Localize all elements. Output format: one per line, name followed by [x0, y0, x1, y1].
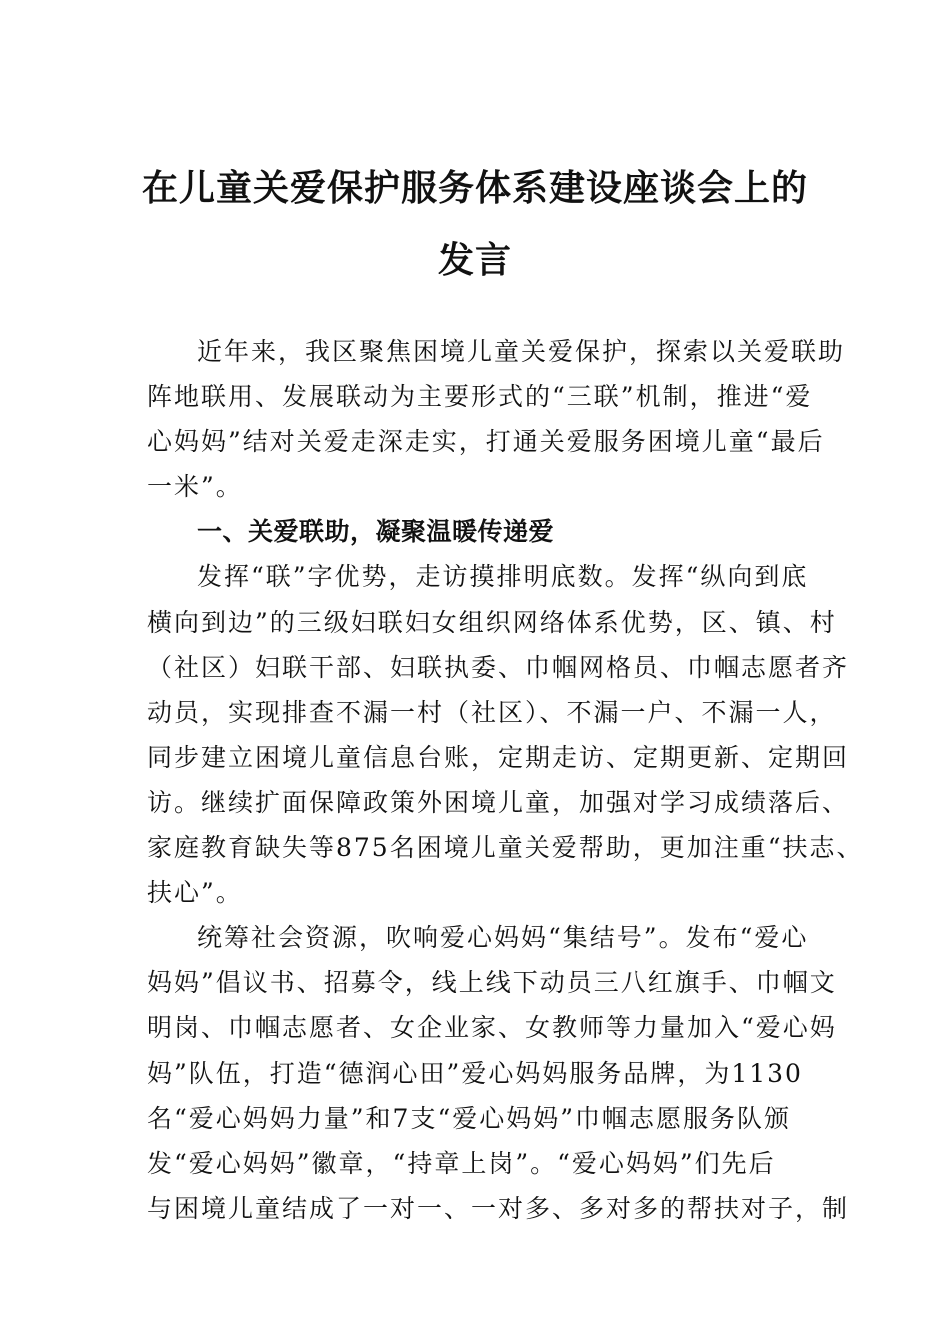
paragraph-line: 扶心”。: [147, 878, 243, 908]
paragraph-line: 一米”。: [147, 472, 243, 502]
paragraph-line: 名“爱心妈妈力量”和7支“爱心妈妈”巾帼志愿服务队颁: [147, 1103, 792, 1133]
paragraph-line: 横向到边”的三级妇联妇女组织网络体系优势，区、镇、村: [147, 607, 837, 637]
document-title-line-2: 发言: [437, 240, 512, 281]
paragraph-line: 心妈妈”结对关爱走深走实，打通关爱服务困境儿童“最后: [147, 427, 825, 457]
paragraph-line: 明岗、巾帼志愿者、女企业家、女教师等力量加入“爱心妈: [147, 1013, 837, 1043]
paragraph-line: 同步建立困境儿童信息台账，定期走访、定期更新、定期回: [147, 742, 850, 772]
paragraph-line: 妈妈”倡议书、招募令，线上线下动员三八红旗手、巾帼文: [147, 968, 837, 998]
paragraph-line: （社区）妇联干部、妇联执委、巾帼网格员、巾帼志愿者齐: [147, 652, 850, 682]
paragraph-line: 阵地联用、发展联动为主要形式的“三联”机制，推进“爱: [147, 382, 813, 412]
section-heading: 一、关爱联助，凝聚温暖传递爱: [197, 517, 555, 547]
paragraph-line: 统筹社会资源，吹响爱心妈妈“集结号”。发布“爱心: [197, 923, 809, 953]
document-body: [147, 329, 864, 1231]
paragraph-line: 发“爱心妈妈”徽章，“持章上岗”。“爱心妈妈”们先后: [147, 1148, 776, 1178]
paragraph-line: 妈”队伍，打造“德润心田”爱心妈妈服务品牌，为1130: [147, 1058, 803, 1088]
paragraph-line: 与困境儿童结成了一对一、一对多、多对多的帮扶对子，制: [147, 1193, 850, 1223]
paragraph-line: 近年来，我区聚焦困境儿童关爱保护，探索以关爱联助: [197, 337, 846, 366]
paragraph-line: 动员，实现排查不漏一村（社区）、不漏一户、不漏一人，: [147, 697, 837, 727]
document-title-line-1: 在儿童关爱保护服务体系建设座谈会上的: [141, 168, 808, 209]
paragraph-line: 家庭教育缺失等875名困境儿童关爱帮助，更加注重“扶志、: [147, 833, 864, 863]
paragraph-line: 访。继续扩面保障政策外困境儿童，加强对学习成绩落后、: [147, 787, 850, 817]
paragraph-line: 发挥“联”字优势，走访摸排明底数。发挥“纵向到底: [197, 562, 809, 592]
